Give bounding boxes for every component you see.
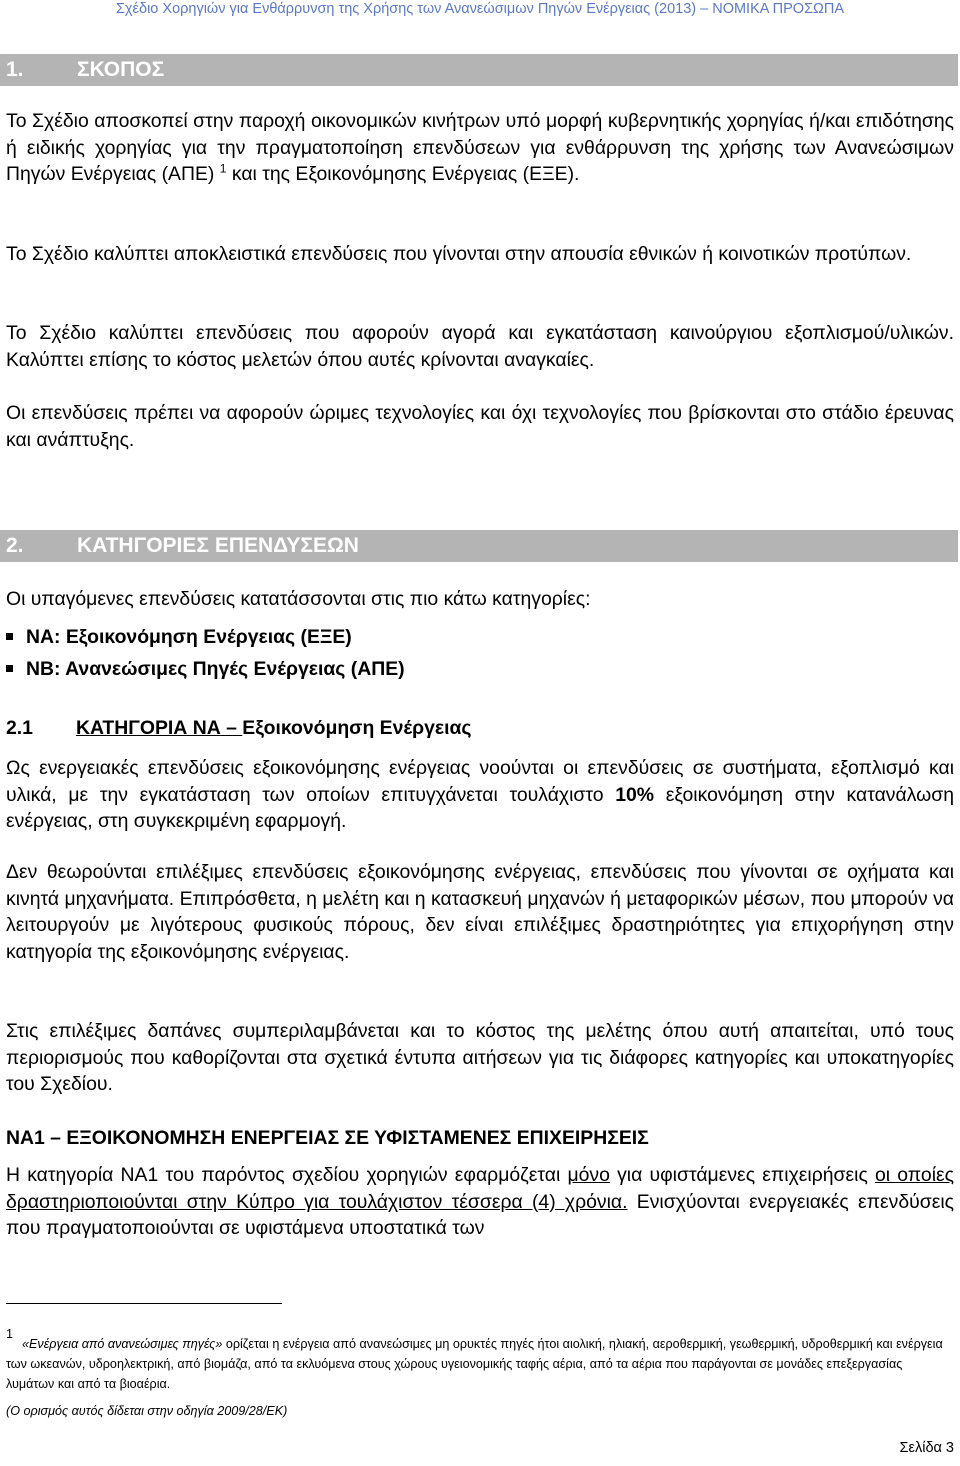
document-page: Σχέδιο Χορηγιών για Ενθάρρυνση της Χρήσης των Ανανεώσιμων Πηγών Ενέργειας (2013) – ΝΟΜΙΚΑ ΠΡΟΣΩΠΑ 1. ΣΚΟΠΟΣ Το Σχέδιο αποσκοπεί στην παροχή οικονομικών κινήτρων υπό μορφή κυβερνητικής χορηγίας ή/και επιδότησης ή ειδικής χορηγίας για την πραγματοποίηση επενδύσεων για ενθάρρυνση της χρήσης των Ανανεώσιμων Πηγών Ενέργειας (ΑΠΕ) $^1$ και της Εξοικονόμησης Ενέργειας (ΕΞΕ). Το Σχέδιο καλύπτει αποκλειστικά επενδύσεις που γίνονται στην απουσία εθνικών ή κοινοτικών προτύπων. Το Σχέδιο καλύπτει επενδύσεις που αφορούν αγορά και εγκατάσταση καινούργιου εξοπλισμού/υλικών. Καλύπτει επίσης το κόστος μελετών όπου αυτές κρίνονται αναγκαίες. Οι επενδύσεις πρέπει να αφορούν ώριμες τεχνολογίες και όχι τεχνολογίες που βρίσκονται στο στάδιο έρευνας και ανάπτυξης. 2. ΚΑΤΗΓΟΡΙΕΣ ΕΠΕΝΔΥΣΕΩΝ Οι υπαγόμενες επενδύσεις κατατάσσονται στις πιο κάτω κατηγορίες: ΝΑ: Εξοικονόμηση Ενέργειας (ΕΞΕ) ΝΒ: Ανανεώσιμες Πηγές Ενέργειας (ΑΠΕ) 2.1 ΚΑΤΗΓΟΡΙΑ ΝΑ – Εξοικονόμηση Ενέργειας Ως ενεργειακές επενδύσεις εξοικονόμησης ενέργειας νοούνται οι επενδύσεις σε συστήματα, εξοπλισμό και υλικά, με την εγκατάσταση των οποίων επιτυγχάνεται τουλάχιστο 10% εξοικονόμηση στην κατανάλωση ενέργειας, στη συγκεκριμένη εφαρμογή. Δεν θεωρούνται επιλέξιμες επενδύσεις εξοικονόμησης ενέργειας, επενδύσεις που γίνονται σε οχήματα και κινητά μηχανήματα. Επιπρόσθετα, η μελέτη και η κατασκευή μηχανών ή μεταφορικών μέσων, που μπορούν να λειτουργούν με λιγότερους φυσικούς πόρους, δεν είναι επιλέξιμες δραστηριότητες για επιχορήγηση στην κατηγορία της εξοικονόμησης ενέργειας. Στις επιλέξιμες δαπάνες συμπεριλαμβάνεται και το κόστος της μελέτης όπου αυτή απαιτείται, υπό τους περιορισμούς που καθορίζονται στα σχετικά έντυπα αιτήσεων για τις διάφορες κατηγορίες και υποκατηγορίες του Σχεδίου. ΝΑ1 – ΕΞΟΙΚΟΝΟΜΗΣΗ ΕΝΕΡΓΕΙΑΣ ΣΕ ΥΦΙΣΤΑΜΕΝΕΣ ΕΠΙΧΕΙΡΗΣΕΙΣ Η κατηγορία ΝΑ1 του παρόντος σχεδίου χορηγιών εφαρμόζεται μόνο για υφιστάμενες επιχειρήσεις οι οποίες δραστηριοποιούνται στην Κύπρο για τουλάχιστον τέσσερα (4) χρόνια. Ενισχύονται ενεργειακές επενδύσεις που πραγματοποιούνται σε υφιστάμενα υποστατικά των 1 «Ενέργεια από ανανεώσιμες πηγές» ορίζεται η ενέργεια από ανανεώσιμες μη ορυκτές πηγές ήτοι αιολική, ηλιακή, αεροθερμική, γεωθερμική, υδροθερμική και ενέργεια των ωκεανών, υδροηλεκτρική, από βιομάζα, από τα εκλυόμενα στους χώρους υγειονομικής ταφής αέρια, από τα αέρια που παράγονται σε μονάδες επεξεργασίας λυμάτων και από τα βιοαέρια. (Ο ορισμός αυτός δίδεται στην οδηγία 2009/28/ΕΚ) Σελίδα 3 <box>0 0 960 1466</box>
bullet-square-icon <box>6 665 13 672</box>
section-title: ΣΚΟΠΟΣ <box>77 58 165 81</box>
running-header: Σχέδιο Χορηγιών για Ενθάρρυνση της Χρήσης των Ανανεώσιμων Πηγών Ενέργειας (2013) – ΝΟΜΙΚΑ ΠΡΟΣΩΠΑ <box>115 1 845 17</box>
footnote-directive-note: (Ο ορισμός αυτός δίδεται στην οδηγία 2009/28/ΕΚ) <box>6 1404 288 1418</box>
section-number: 2. <box>6 534 24 557</box>
paragraph-technologies: Οι επενδύσεις πρέπει να αφορούν ώριμες τεχνολογίες και όχι τεχνολογίες που βρίσκονται στο στάδιο έρευνας και ανάπτυξης. <box>6 402 954 451</box>
section-title: ΚΑΤΗΓΟΡΙΕΣ ΕΠΕΝΔΥΣΕΩΝ <box>77 534 359 557</box>
paragraph-equipment: Το Σχέδιο καλύπτει επενδύσεις που αφορούν αγορά και εγκατάσταση καινούργιου εξοπλισμού/υλικών. Καλύπτει επίσης το κόστος μελετών όπου αυτές κρίνονται αναγκαίες. <box>6 322 954 371</box>
paragraph-categories-intro: Οι υπαγόμενες επενδύσεις κατατάσσονται στις πιο κάτω κατηγορίες: <box>6 588 591 610</box>
section-2-heading <box>0 530 958 562</box>
bullet-square-icon <box>6 633 13 640</box>
paragraph-purpose: Το Σχέδιο αποσκοπεί στην παροχή οικονομικών κινήτρων υπό μορφή κυβερνητικής χορηγίας ή/και επιδότησης ή ειδικής χορηγίας για την πραγματοποίηση επενδύσεων για ενθάρρυνση της χρήσης των Ανανεώσιμων Πηγών Ενέργειας (ΑΠΕ) $^1$ και της Εξοικονόμησης Ενέργειας (ΕΞΕ). <box>6 110 954 185</box>
footnote-separator <box>6 1303 282 1304</box>
section-1-heading <box>0 54 958 86</box>
footnote-ref[interactable]: 1 <box>219 161 227 176</box>
paragraph-na1: Η κατηγορία ΝΑ1 του παρόντος σχεδίου χορηγιών εφαρμόζεται μόνο για υφιστάμενες επιχειρήσεις οι οποίες δραστηριοποιούνται στην Κύπρο για τουλάχιστον τέσσερα (4) χρόνια. Ενισχύονται ενεργειακές επενδύσεις που πραγματοποιούνται σε υφιστάμενα υποστατικά των <box>6 1164 954 1239</box>
paragraph-exclusions: Δεν θεωρούνται επιλέξιμες επενδύσεις εξοικονόμησης ενέργειας, επενδύσεις που γίνονται σε οχήματα και κινητά μηχανήματα. Επιπρόσθετα, η μελέτη και η κατασκευή μηχανών ή μεταφορικών μέσων, που μπορούν να λειτουργούν με λιγότερους φυσικούς πόρους, δεν είναι επιλέξιμες δραστηριότητες για επιχορήγηση στην κατηγορία της εξοικονόμησης ενέργειας. <box>6 861 954 963</box>
paragraph-scope: Το Σχέδιο καλύπτει αποκλειστικά επενδύσεις που γίνονται στην απουσία εθνικών ή κοινοτικών προτύπων. <box>6 243 912 265</box>
subsection-2-1-heading: 2.1 ΚΑΤΗΓΟΡΙΑ ΝΑ – Εξοικονόμηση Ενέργειας <box>6 717 472 739</box>
section-number: 1. <box>6 58 24 81</box>
footnote: 1 «Ενέργεια από ανανεώσιμες πηγές» ορίζεται η ενέργεια από ανανεώσιμες μη ορυκτές πηγές ήτοι αιολική, ηλιακή, αεροθερμική, γεωθερμική, υδροθερμική και ενέργεια των ωκεανών, υδροηλεκτρική, από βιομάζα, από τα εκλυόμενα στους χώρους υγειονομικής ταφής αέρια, από τα αέρια που παράγονται σε μονάδες επεξεργασίας λυμάτων και από τα βιοαέρια. <box>6 1334 954 1394</box>
page-number: Σελίδα 3 <box>899 1440 954 1456</box>
footnote-mark: 1 <box>6 1327 14 1341</box>
na1-heading: ΝΑ1 – ΕΞΟΙΚΟΝΟΜΗΣΗ ΕΝΕΡΓΕΙΑΣ ΣΕ ΥΦΙΣΤΑΜΕΝΕΣ ΕΠΙΧΕΙΡΗΣΕΙΣ <box>6 1127 649 1149</box>
paragraph-definition: Ως ενεργειακές επενδύσεις εξοικονόμησης ενέργειας νοούνται οι επενδύσεις σε συστήματα, εξοπλισμό και υλικά, με την εγκατάσταση των οποίων επιτυγχάνεται τουλάχιστο 10% εξοικονόμηση στην κατανάλωση ενέργειας, στη συγκεκριμένη εφαρμογή. <box>6 757 954 832</box>
paragraph-eligible-costs: Στις επιλέξιμες δαπάνες συμπεριλαμβάνεται και το κόστος της μελέτης όπου αυτή απαιτείται, υπό τους περιορισμούς που καθορίζονται στα σχετικά έντυπα αιτήσεων για τις διάφορες κατηγορίες και υποκατηγορίες του Σχεδίου. <box>6 1020 954 1095</box>
